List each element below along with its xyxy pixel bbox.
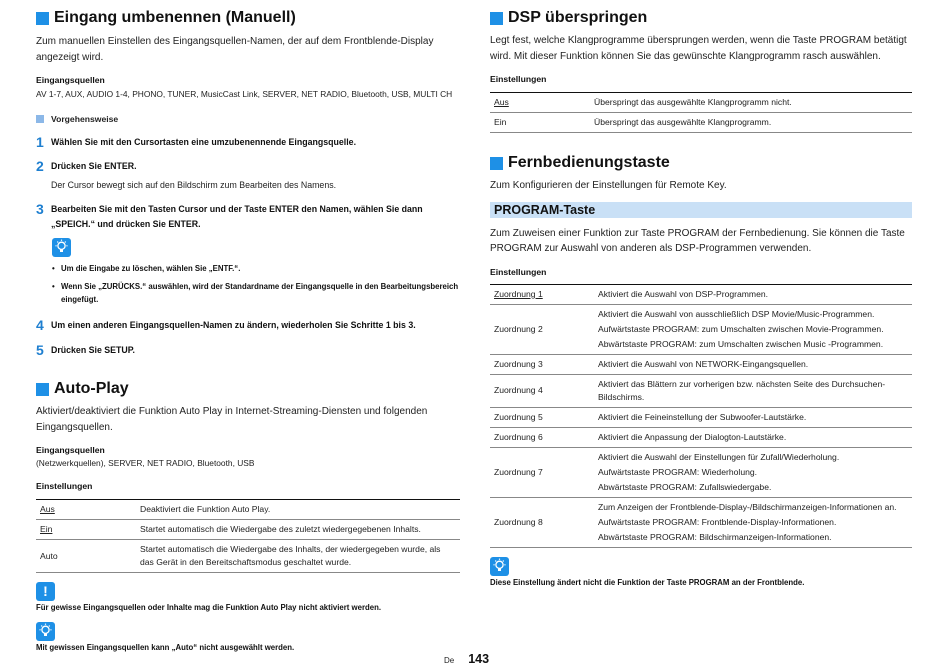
- setting-key: Aus: [490, 93, 590, 113]
- setting-line: Aktiviert das Blättern zur vorherigen bzw. nächsten Seite des Durchsuchen-Bildschirms.: [598, 378, 886, 402]
- autoplay-heading: [36, 379, 460, 399]
- setting-desc: [594, 354, 912, 374]
- lightbulb-icon: [490, 557, 509, 576]
- setting-desc: [594, 284, 912, 304]
- setting-key: Zuordnung 6: [490, 427, 594, 447]
- table-row: [490, 284, 912, 304]
- remote-heading: [490, 153, 912, 173]
- setting-line: Aktiviert die Auswahl von NETWORK-Eingangsquellen.: [598, 358, 809, 369]
- setting-line: Aufwärtstaste PROGRAM: Wiederholung.: [598, 466, 758, 477]
- setting-desc: Überspringt das ausgewählte Klangprogramm nicht.: [590, 93, 912, 113]
- step-1: [36, 135, 460, 150]
- step-2: [36, 159, 460, 174]
- procedure-label: Vorgehensweise: [51, 114, 119, 124]
- setting-line: Aktiviert die Auswahl von ausschließlich DSP Movie/Music-Programmen.: [598, 308, 875, 319]
- setting-key: Ein: [490, 113, 590, 133]
- setting-desc: [594, 304, 912, 354]
- setting-line: Aktiviert die Auswahl von DSP-Programmen.: [598, 288, 769, 299]
- setting-desc: [594, 497, 912, 547]
- autoplay-intro: Aktiviert/deaktiviert die Funktion Auto Play in Internet-Streaming-Diensten und folgenden Eingangsquellen.: [36, 406, 428, 433]
- step-number: 2: [36, 158, 44, 174]
- autoplay-warning-text: Für gewisse Eingangsquellen oder Inhalte mag die Funktion Auto Play nicht aktiviert werden.: [36, 603, 382, 612]
- rename-notes: [51, 262, 460, 306]
- dsp-heading: [490, 8, 912, 28]
- setting-desc: Startet automatisch die Wiedergabe des zuletzt wiedergegebenen Inhalts.: [136, 520, 460, 540]
- autoplay-note-text: Mit gewissen Eingangsquellen kann „Auto“ nicht ausgewählt werden.: [36, 643, 295, 652]
- table-row: [490, 447, 912, 497]
- rename-intro: Zum manuellen Einstellen des Eingangsquellen-Namen, der auf dem Frontblende-Display angezeigt wird.: [36, 36, 434, 63]
- setting-key: Auto: [36, 540, 136, 573]
- step-number: 5: [36, 342, 44, 358]
- autoplay-title: Auto-Play: [54, 380, 129, 397]
- step-4: [36, 318, 460, 333]
- left-column: [36, 8, 460, 654]
- page-number: 143: [468, 652, 490, 665]
- step-text: Wählen Sie mit den Cursortasten eine umzubenennende Eingangsquelle.: [51, 137, 357, 147]
- remote-title: Fernbedienungstaste: [508, 154, 670, 171]
- autoplay-settings-label: Einstellungen: [36, 481, 93, 491]
- step-3: [36, 202, 460, 232]
- setting-line: Abwärtstaste PROGRAM: Zufallswiedergabe.: [598, 481, 772, 492]
- autoplay-sources-value: (Netzwerkquellen), SERVER, NET RADIO, Bluetooth, USB: [36, 458, 255, 468]
- table-row: [36, 500, 460, 520]
- remote-settings-table: [490, 284, 912, 548]
- setting-line: Aktiviert die Auswahl der Einstellungen für Zufall/Wiederholung.: [598, 451, 840, 462]
- table-row: [490, 497, 912, 547]
- right-column: [490, 8, 912, 589]
- setting-line: Aufwärtstaste PROGRAM: zum Umschalten zwischen Movie-Programmen.: [598, 323, 884, 334]
- heading-square-icon: [36, 383, 49, 396]
- setting-desc: Deaktiviert die Funktion Auto Play.: [136, 500, 460, 520]
- setting-desc: [594, 374, 912, 407]
- table-row: [490, 304, 912, 354]
- step-5: [36, 343, 460, 358]
- warning-icon: !: [36, 582, 55, 601]
- setting-key: Zuordnung 4: [490, 374, 594, 407]
- table-row: [490, 113, 912, 133]
- table-row: [490, 354, 912, 374]
- step-2-detail: Der Cursor bewegt sich auf den Bildschirm zum Bearbeiten des Namens.: [51, 180, 337, 190]
- step-number: 4: [36, 317, 44, 333]
- remote-note-text: Diese Einstellung ändert nicht die Funktion der Taste PROGRAM an der Frontblende.: [490, 577, 805, 587]
- table-row: [490, 374, 912, 407]
- setting-line: Abwärtstaste PROGRAM: zum Umschalten zwischen Music -Programmen.: [598, 338, 884, 349]
- setting-key: Aus: [36, 500, 136, 520]
- autoplay-sources-label: Eingangsquellen: [36, 445, 105, 455]
- step-text: Bearbeiten Sie mit den Tasten Cursor und der Taste ENTER den Namen, wählen Sie dann „SPEICH.“ und drücken Sie ENTER.: [51, 204, 423, 229]
- autoplay-settings-table: [36, 499, 460, 573]
- setting-key: Zuordnung 5: [490, 407, 594, 427]
- step-number: 1: [36, 134, 44, 150]
- rename-sources-label: Eingangsquellen: [36, 75, 105, 85]
- rename-heading: [36, 8, 460, 28]
- step-text: Drücken Sie ENTER.: [51, 161, 137, 171]
- rename-sources-value: AV 1-7, AUX, AUDIO 1-4, PHONO, TUNER, MusicCast Link, SERVER, NET RADIO, Bluetooth, USB, MULTI CH: [36, 89, 453, 99]
- setting-desc: Überspringt das ausgewählte Klangprogramm.: [590, 113, 912, 133]
- lightbulb-icon: [52, 238, 71, 257]
- dsp-settings-label: Einstellungen: [490, 74, 547, 84]
- heading-square-icon: [36, 12, 49, 25]
- setting-line: Aktiviert die Feineinstellung der Subwoofer-Lautstärke.: [598, 411, 807, 422]
- note-icon: [52, 238, 71, 257]
- note-icon: [490, 557, 509, 576]
- setting-key: Zuordnung 8: [490, 497, 594, 547]
- step-text: Um einen anderen Eingangsquellen-Namen zu ändern, wiederholen Sie Schritte 1 bis 3.: [51, 320, 416, 330]
- setting-key: Zuordnung 1: [490, 284, 594, 304]
- dsp-intro: Legt fest, welche Klangprogramme übersprungen werden, wenn die Taste PROGRAM betätigt wird. Mit dieser Funktion können Sie das gewünschte Klangprogramm rasch auswählen.: [490, 35, 907, 62]
- setting-desc: Startet automatisch die Wiedergabe des Inhalts, der wiedergegeben wurde, als das Gerät in den Bereitschaftsmodus geschaltet wurde.: [136, 540, 460, 573]
- heading-square-icon: [490, 12, 503, 25]
- procedure-heading: [36, 113, 460, 125]
- setting-key: Zuordnung 7: [490, 447, 594, 497]
- setting-key: Ein: [36, 520, 136, 540]
- heading-square-icon: [490, 157, 503, 170]
- lightbulb-icon: [36, 622, 55, 641]
- table-row: [36, 520, 460, 540]
- step-text: Drücken Sie SETUP.: [51, 345, 135, 355]
- setting-line: Aufwärtstaste PROGRAM: Frontblende-Display-Informationen.: [598, 516, 837, 527]
- setting-desc: [594, 407, 912, 427]
- note-item: • Wenn Sie „ZURÜCKS.“ auswählen, wird der Standardname der Eingangsquelle in den Bearbeitungsbereich eingefügt.: [51, 280, 460, 306]
- page-footer: [444, 652, 489, 665]
- remote-settings-label: Einstellungen: [490, 266, 547, 277]
- setting-line: Aktiviert die Anpassung der Dialogton-Lautstärke.: [598, 431, 787, 442]
- setting-key: Zuordnung 3: [490, 354, 594, 374]
- table-row: [490, 427, 912, 447]
- program-key-subheading: PROGRAM-Taste: [490, 202, 912, 218]
- program-key-intro: Zum Zuweisen einer Funktion zur Taste PROGRAM der Fernbedienung. Sie können die Taste PROGRAM zur Auswahl von anderen als DSP-Programmen verwenden.: [490, 227, 905, 254]
- dsp-settings-table: [490, 92, 912, 133]
- procedure-square-icon: [36, 115, 44, 123]
- setting-desc: [594, 427, 912, 447]
- dsp-title: DSP überspringen: [508, 9, 648, 26]
- note-icon: [36, 622, 55, 641]
- language-label: De: [444, 656, 455, 665]
- setting-desc: [594, 447, 912, 497]
- table-row: [36, 540, 460, 573]
- table-row: [490, 93, 912, 113]
- setting-line: Zum Anzeigen der Frontblende-Display-/Bildschirmanzeigen-Informationen an.: [598, 501, 897, 512]
- rename-title: Eingang umbenennen (Manuell): [54, 9, 296, 26]
- note-item: • Um die Eingabe zu löschen, wählen Sie „ENTF.“.: [51, 262, 460, 275]
- setting-line: Abwärtstaste PROGRAM: Bildschirmanzeigen-Informationen.: [598, 531, 832, 542]
- step-number: 3: [36, 201, 44, 217]
- setting-key: Zuordnung 2: [490, 304, 594, 354]
- remote-intro: Zum Konfigurieren der Einstellungen für Remote Key.: [490, 180, 727, 191]
- table-row: [490, 407, 912, 427]
